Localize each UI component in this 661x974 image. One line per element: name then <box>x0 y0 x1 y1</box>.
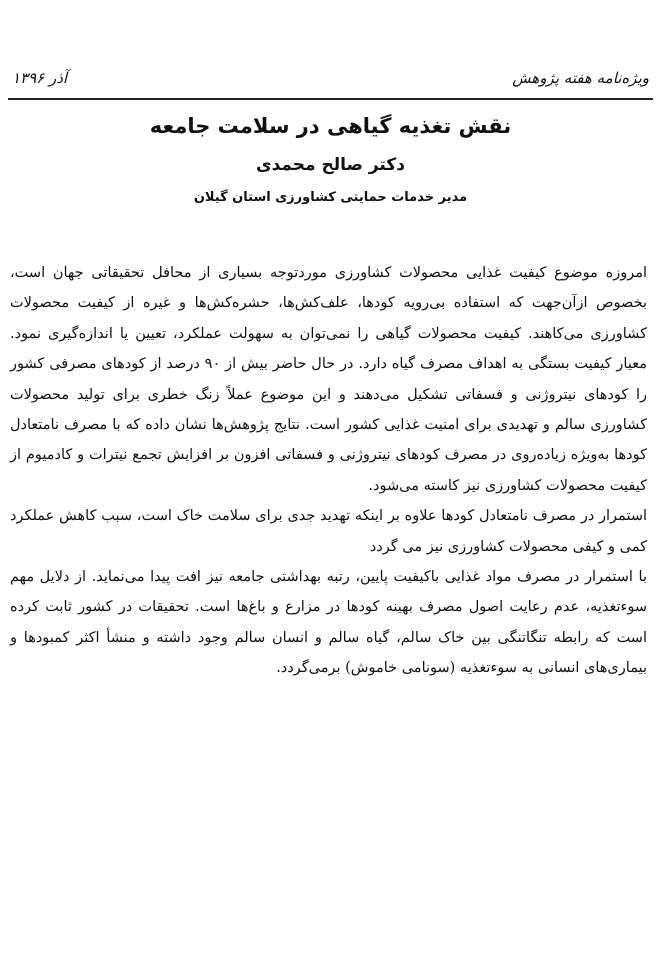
paragraph-1: امروزه موضوع کیفیت غذایی محصولات کشاورزی موردتوجه بسیاری از محافل تحقیقاتی جهان است، بخصوص ازآن‌جهت که استفاده بی‌رویه کودها، علف‌کش‌ها، حشره‌کش‌ها و غیره از کیفیت محصولات کشاورزی می‌کاهند. کیفیت محصولات گیاهی را نمی‌توان به سهولت عملکرد، تعیین یا اندازه‌گیری نمود. معیار کیفیت بستگی به اهداف مصرف گیاه دارد. در حال حاضر بیش از ۹۰ درصد از کودهای مصرفی کشور را کودهای نیتروژنی و فسفاتی تشکیل می‌دهند و این موضوع عملاً زنگ خطری برای تولید محصولات کشاورزی سالم و تهدیدی برای امنیت غذایی کشور است. نتایج پژوهش‌ها نشان داده که با مصرف نامتعادل کودها به‌ویژه زیاده‌روی در مصرف کودهای نیتروژنی و فسفاتی افزون بر افزایش تجمع نیترات و کادمیوم از کیفیت محصولات کشاورزی نیز کاسته می‌شود. <box>10 265 647 494</box>
header-divider <box>8 98 653 100</box>
paragraph-2: استمرار در مصرف نامتعادل کودها علاوه بر اینکه تهدید جدی برای سلامت خاک است، سبب کاهش عملکرد کمی و کیفی محصولات کشاورزی نیز می گردد <box>10 508 647 555</box>
article-body <box>10 258 647 684</box>
article-title: نقش تغذیه گیاهی در سلامت جامعه <box>149 114 512 138</box>
running-header <box>8 66 653 90</box>
author-affiliation: مدیر خدمات حمایتی کشاورزی استان گیلان <box>193 190 468 205</box>
publication-name: ویژه‌نامه هفته پژوهش <box>512 69 649 87</box>
issue-date: آذر ۱۳۹۶ <box>12 69 68 87</box>
author-name: دکتر صالح محمدی <box>256 155 405 175</box>
paragraph-3: با استمرار در مصرف مواد غذایی باکیفیت پایین، رتبه بهداشتی جامعه نیز افت پیدا می‌نماید. از دلایل مهم سوءتغذیه، عدم رعایت اصول مصرف بهینه کودها در مزارع و باغ‌ها است. تحقیقات در کشور ثابت کرده است که رابطه تنگاتنگی بین خاک سالم، گیاه سالم و انسان سالم وجود داشته و منشأ اکثر کمبودها و بیماری‌های انسانی به سوءتغذیه (سونامی خاموش) برمی‌گردد. <box>10 569 647 677</box>
title-block <box>20 108 641 212</box>
